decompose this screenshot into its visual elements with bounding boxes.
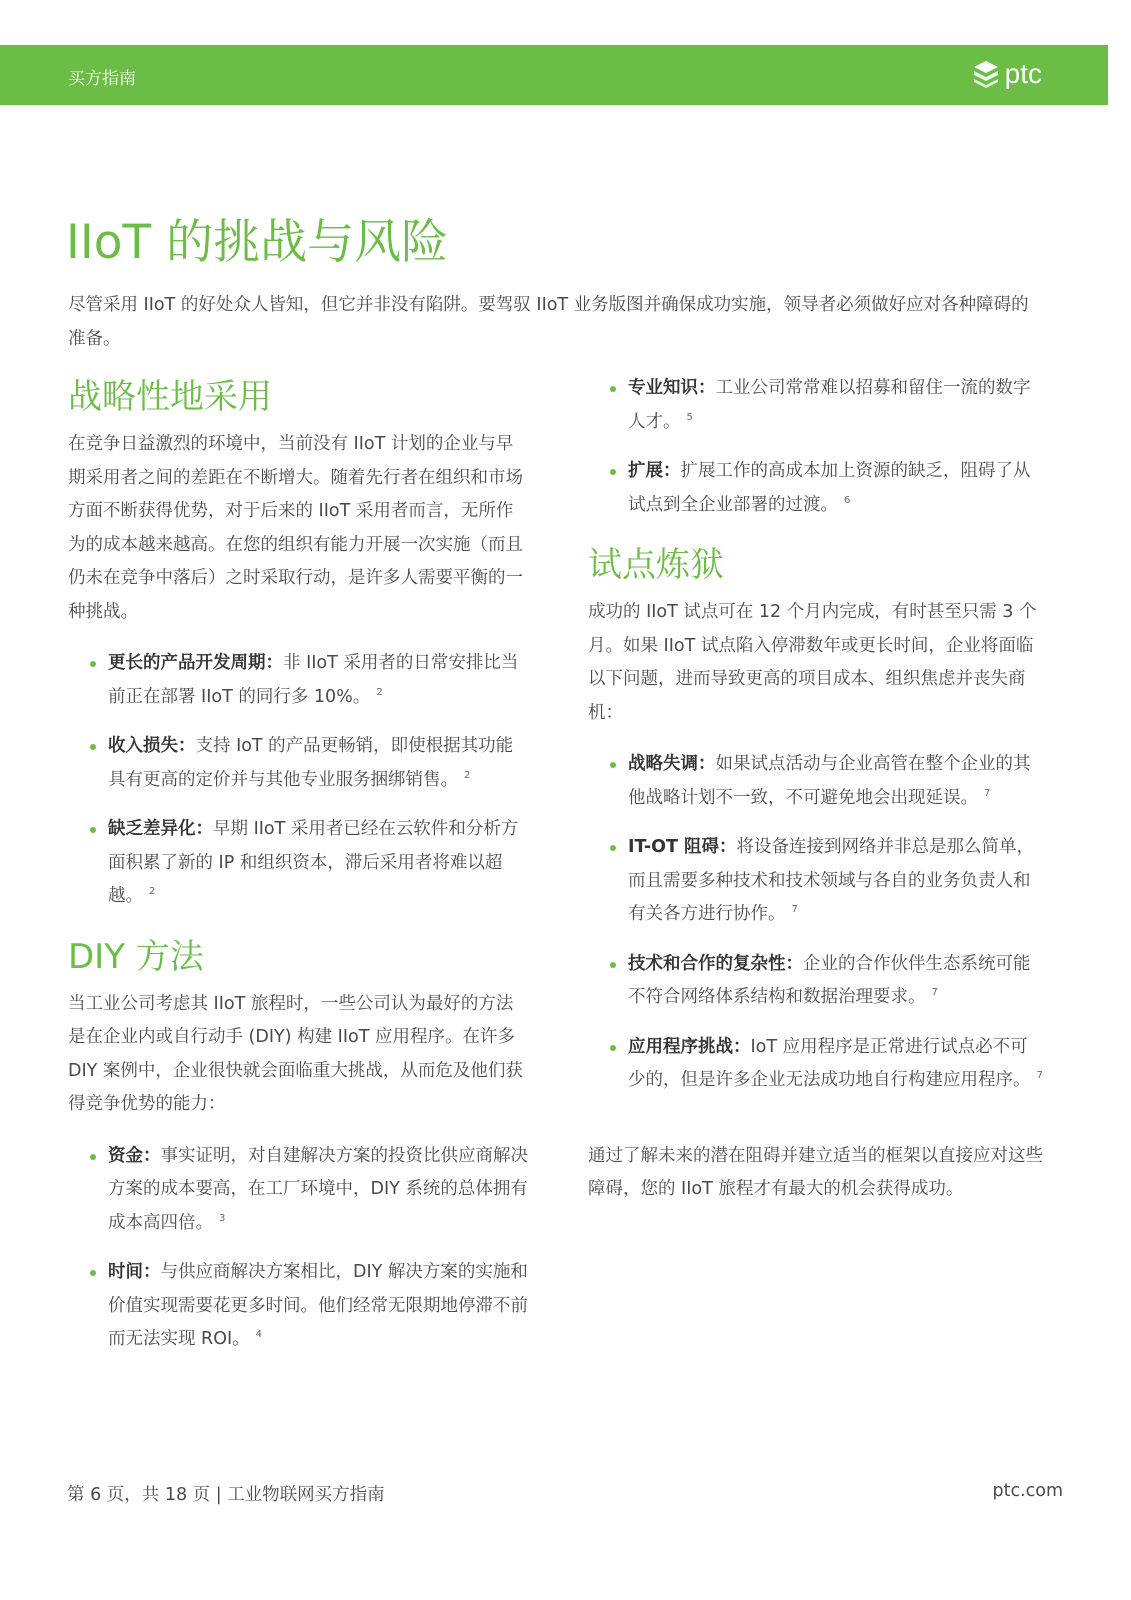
bullet-item — [588, 372, 1043, 439]
bullet-dot — [90, 744, 96, 750]
bullet-text: IoT 应用程序是正常进行试点必不可少的，但是许多企业无法成功地自行构建应用程序。 — [628, 1036, 1031, 1090]
header-section-label: 买方指南 — [68, 69, 136, 89]
section-pilot-purgatory — [588, 538, 1043, 1207]
intro-paragraph: 尽管采用 IIoT 的好处众人皆知，但它并非没有陷阱。要驾驭 IIoT 业务版图并确保成功实施，领导者必须做好应对各种障碍的准备。 — [68, 295, 1029, 349]
section-strategic-adoption — [68, 370, 528, 914]
bullet-list — [68, 647, 528, 914]
bullet-text: 与供应商解决方案相比，DIY 解决方案的实施和价值实现需要花更多时间。他们经常无限期地停滞不前而无法实现 ROI。 — [108, 1262, 528, 1349]
header-bar — [0, 45, 1108, 105]
footnote-ref: 2 — [149, 886, 156, 898]
bullet-term: 更长的产品开发周期： — [108, 653, 283, 673]
bullet-dot — [610, 469, 616, 475]
bullet-item — [588, 831, 1043, 932]
bullet-dot — [90, 827, 96, 833]
bullet-term: 缺乏差异化： — [108, 819, 213, 839]
bullet-text: 支持 IoT 的产品更畅销，即使根据其功能具有更高的定价并与其他专业服务捆绑销售。 — [108, 736, 514, 790]
bullet-text: 非 IIoT 采用者的日常安排比当前正在部署 IIoT 的同行多 10%。 — [108, 653, 519, 707]
ptc-logo-text: ptc — [1004, 58, 1042, 89]
bullet-list — [68, 1140, 528, 1357]
bullet-term: 收入损失： — [108, 736, 196, 756]
page-footer — [67, 1481, 1063, 1506]
right-column — [588, 372, 1043, 1207]
bullet-dot — [610, 386, 616, 392]
bullet-item — [588, 948, 1043, 1015]
footer-site-link[interactable]: ptc.com — [992, 1481, 1063, 1501]
bullet-term: 战略失调： — [628, 754, 716, 774]
bullet-text: 如果试点活动与企业高管在整个企业的其他战略计划不一致，不可避免地会出现延误。 — [628, 754, 1031, 808]
bullet-item — [68, 1140, 528, 1241]
bullet-dot — [610, 962, 616, 968]
footnote-ref: 6 — [844, 494, 851, 506]
bullet-item — [588, 1031, 1043, 1098]
left-column — [68, 370, 528, 1373]
bullet-item — [68, 1256, 528, 1357]
bullet-dot — [610, 1045, 616, 1051]
ptc-logo-icon — [971, 59, 1001, 89]
bullet-item — [68, 647, 528, 714]
bullet-text: 早期 IIoT 采用者已经在云软件和分析方面积累了新的 IP 和组织资本，滞后采用者将难以超越。 — [108, 819, 519, 906]
bullet-text: 工业公司常常难以招募和留住一流的数字人才。 — [628, 378, 1031, 432]
footnote-ref: 7 — [1036, 1070, 1043, 1082]
bullet-list — [588, 748, 1043, 1098]
bullet-dot — [610, 845, 616, 851]
bullet-term: 应用程序挑战： — [628, 1036, 751, 1057]
bullet-text: 扩展工作的高成本加上资源的缺乏，阻碍了从试点到全企业部署的过渡。 — [628, 461, 1031, 515]
section-diy-approach — [68, 930, 528, 1357]
bullet-term: 资金： — [108, 1145, 161, 1166]
ptc-logo — [971, 58, 1042, 90]
bullet-dot — [90, 1270, 96, 1276]
bullet-list — [588, 372, 1043, 522]
page-title: IIoT 的挑战与风险 — [66, 215, 449, 270]
bullet-term: 时间： — [108, 1262, 161, 1282]
footer-page-info: 第 6 页，共 18 页 | 工业物联网买方指南 — [67, 1485, 385, 1505]
bullet-term: 专业知识： — [628, 378, 716, 398]
footnote-ref: 2 — [376, 686, 383, 698]
footnote-ref: 2 — [464, 769, 471, 781]
footnote-ref: 7 — [791, 904, 798, 916]
bullet-term: 扩展： — [628, 461, 681, 481]
bullet-dot — [610, 762, 616, 768]
section-heading: 战略性地采用 — [68, 377, 272, 417]
bullet-dot — [90, 661, 96, 667]
section-heading: 试点炼狱 — [588, 545, 724, 585]
bullet-item — [68, 813, 528, 914]
section-heading: DIY 方法 — [68, 936, 204, 977]
footnote-ref: 4 — [255, 1329, 263, 1341]
bullet-term: 技术和合作的复杂性： — [628, 953, 803, 974]
bullet-term: IT-OT 阻碍： — [628, 837, 737, 857]
bullet-text: 将设备连接到网络并非总是那么简单，而且需要多种技术和技术领域与各自的业务负责人和有关各方进行协作。 — [628, 837, 1035, 924]
footnote-ref: 7 — [931, 987, 938, 999]
section-paragraph: 在竞争日益激烈的环境中，当前没有 IIoT 计划的企业与早期采用者之间的差距在不断增大。随着先行者在组织和市场方面不断获得优势，对于后来的 IIoT 采用者而言，无所作为的成本越来越高。在您的组织有能力开展一次实施（而且仍未在竞争中落后）之时采取行动，是许多人需要平衡的一种挑战。 — [68, 434, 523, 622]
footnote-ref: 3 — [219, 1212, 226, 1224]
bullet-item — [588, 455, 1043, 522]
footnote-ref: 5 — [686, 411, 693, 423]
bullet-item — [588, 748, 1043, 815]
bullet-text: 企业的合作伙伴生态系统可能不符合网络体系结构和数据治理要求。 — [628, 953, 1031, 1007]
footnote-ref: 7 — [984, 787, 991, 799]
closing-paragraph: 通过了解未来的潜在阻碍并建立适当的框架以直接应对这些障碍，您的 IIoT 旅程才有最大的机会获得成功。 — [588, 1145, 1043, 1199]
bullet-text: 事实证明，对自建解决方案的投资比供应商解决方案的成本要高，在工厂环境中，DIY 系统的总体拥有成本高四倍。 — [108, 1145, 528, 1233]
section-paragraph: 成功的 IIoT 试点可在 12 个月内完成，有时甚至只需 3 个月。如果 IIoT 试点陷入停滞数年或更长时间，企业将面临以下问题，进而导致更高的项目成本、组织焦虑并丧失商机： — [588, 602, 1037, 723]
section-paragraph: 当工业公司考虑其 IIoT 旅程时，一些公司认为最好的方法是在企业内或自行动手 (DIY) 构建 IIoT 应用程序。在许多 DIY 案例中，企业很快就会面临重大挑战，从而危及他们获得竞争优势的能力： — [68, 993, 523, 1114]
bullet-item — [68, 730, 528, 797]
bullet-dot — [90, 1154, 96, 1160]
